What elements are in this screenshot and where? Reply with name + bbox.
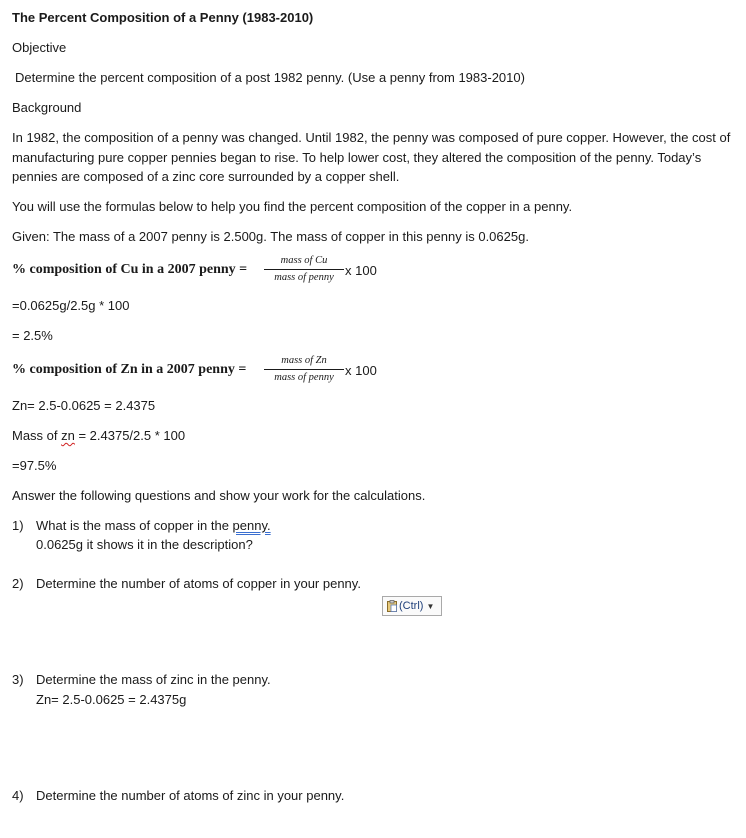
document-title: The Percent Composition of a Penny (1983-2010) bbox=[12, 10, 314, 25]
objective-heading: Objective bbox=[12, 40, 67, 55]
paste-options-label: (Ctrl) bbox=[399, 600, 424, 612]
grammar-flagged-word[interactable]: penny. bbox=[232, 518, 271, 533]
fraction-bar bbox=[264, 369, 344, 370]
formula-cu-multiplier: x 100 bbox=[345, 263, 377, 278]
question-3-number: 3) bbox=[12, 672, 24, 687]
zn-calculation-line: Zn= 2.5-0.0625 = 2.4375 bbox=[12, 398, 156, 413]
given-text: Given: The mass of a 2007 penny is 2.500g. The mass of copper in this penny is 0.0625g. bbox=[12, 229, 529, 244]
zn-mass-line bbox=[12, 427, 185, 445]
clipboard-icon bbox=[387, 600, 397, 612]
formula-zn-label: % composition of Zn in a 2007 penny = bbox=[12, 362, 247, 377]
answer-prompt: Answer the following questions and show your work for the calculations. bbox=[12, 488, 426, 503]
formula-cu-label: % composition of Cu in a 2007 penny = bbox=[12, 262, 248, 277]
fraction-bar bbox=[264, 269, 344, 270]
formula-zn-denominator: mass of penny bbox=[274, 372, 334, 383]
instructions-text: You will use the formulas below to help you find the percent composition of the copper in a penny. bbox=[12, 199, 573, 214]
zn-result-line: =97.5% bbox=[12, 458, 57, 473]
cu-result-line: = 2.5% bbox=[12, 328, 53, 343]
chevron-down-icon: ▼ bbox=[426, 601, 435, 611]
background-heading: Background bbox=[12, 100, 82, 115]
question-4-number: 4) bbox=[12, 788, 24, 803]
formula-cu-denominator: mass of penny bbox=[274, 272, 334, 283]
formula-zn-fraction bbox=[264, 354, 344, 385]
question-4-text: Determine the number of atoms of zinc in your penny. bbox=[36, 788, 345, 803]
formula-cu-numerator: mass of Cu bbox=[280, 255, 328, 266]
cu-calculation-line: =0.0625g/2.5g * 100 bbox=[12, 298, 130, 313]
question-2-number: 2) bbox=[12, 576, 24, 591]
zn-mass-prefix: Mass of bbox=[12, 428, 62, 443]
question-1-number: 1) bbox=[12, 518, 24, 533]
zn-mass-suffix: = 2.4375/2.5 * 100 bbox=[74, 428, 186, 443]
spelling-flagged-word[interactable]: zn bbox=[61, 428, 75, 443]
paste-options-button[interactable] bbox=[382, 596, 442, 616]
question-2-text: Determine the number of atoms of copper in your penny. bbox=[36, 576, 361, 591]
question-1-text bbox=[36, 517, 271, 535]
question-3-answer: Zn= 2.5-0.0625 = 2.4375g bbox=[36, 692, 187, 707]
question-3-text: Determine the mass of zinc in the penny. bbox=[36, 672, 271, 687]
formula-zn-multiplier: x 100 bbox=[345, 363, 377, 378]
objective-text: Determine the percent composition of a post 1982 penny. (Use a penny from 1983-2010) bbox=[15, 70, 525, 85]
formula-zn-numerator: mass of Zn bbox=[281, 355, 327, 366]
question-1-answer: 0.0625g it shows it in the description? bbox=[36, 537, 253, 552]
question-1-prefix: What is the mass of copper in the bbox=[36, 518, 233, 533]
formula-cu-fraction bbox=[264, 254, 344, 285]
background-paragraph: In 1982, the composition of a penny was changed. Until 1982, the penny was composed of pure copper. However, the cost of manufacturing pure copper pennies began to rise. To help lower cost, they altered the composition of the penny. Today’s pennies are composed of a zinc core surrounded by a copper shell. bbox=[12, 130, 731, 184]
